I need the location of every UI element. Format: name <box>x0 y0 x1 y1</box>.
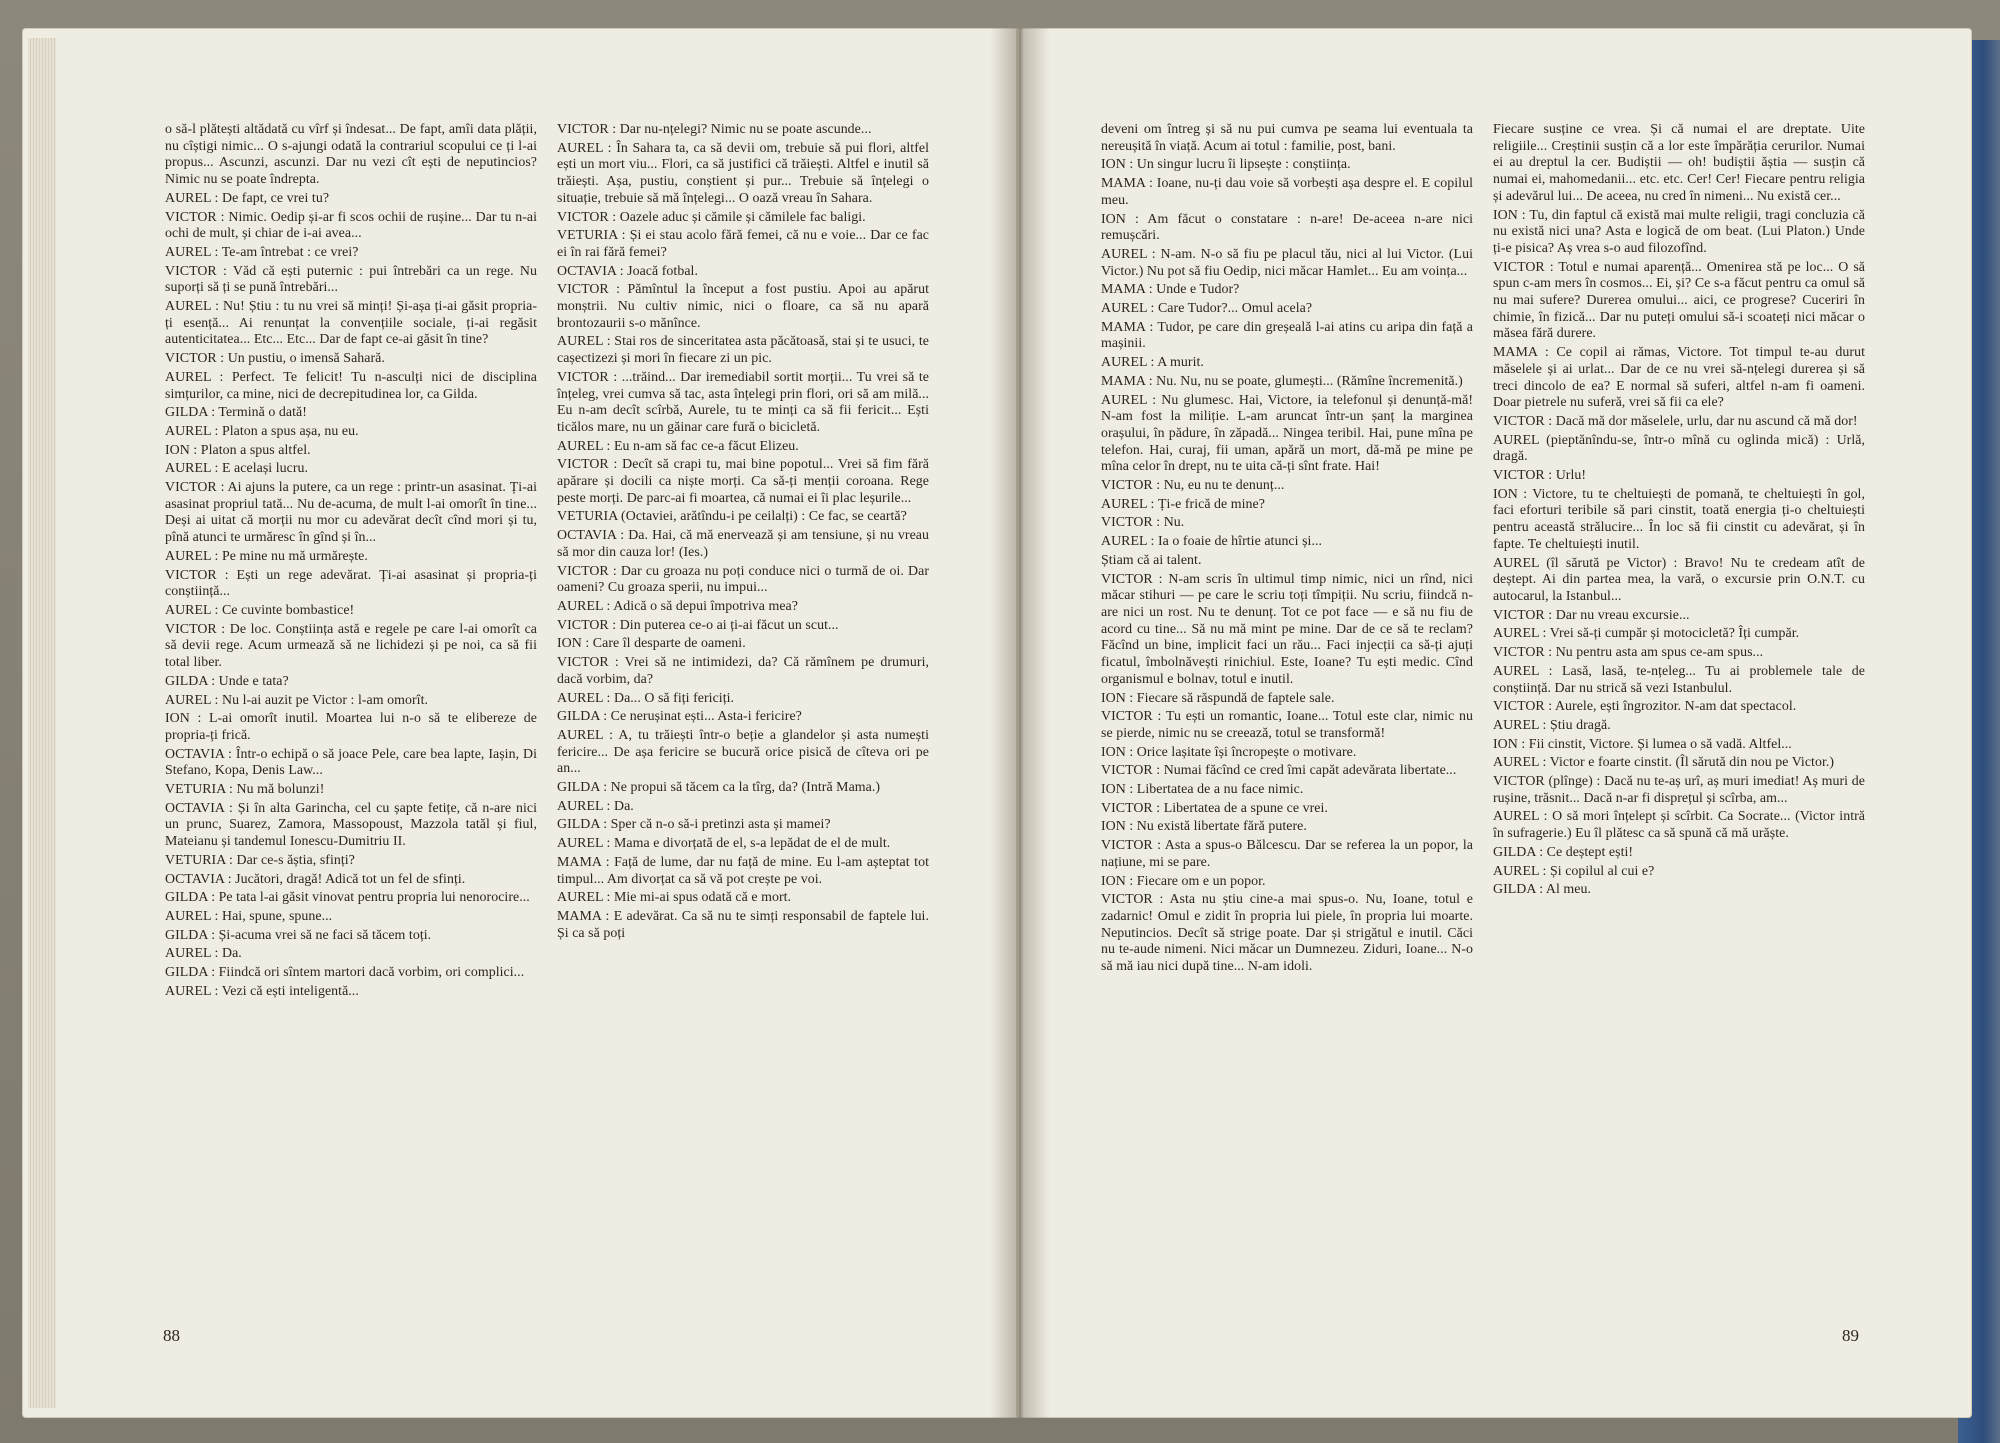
dialogue-paragraph: AUREL : Adică o să depui împotriva mea? <box>557 598 798 614</box>
dialogue-paragraph: VICTOR : Nu. <box>1101 515 1185 531</box>
dialogue-paragraph: MAMA : Ioane, nu-ți dau voie să vorbești așa despre el. E copilul meu. <box>1101 176 1473 208</box>
right-page-column-1 <box>1101 122 1473 978</box>
dialogue-paragraph: VICTOR : N-am scris în ultimul timp nimic, nici un rînd, nici măcar stihuri — pe care le scriu toți tîmpiții. Nu scriu, fiindcă n-are nici un rost. Nu te denunț. Tot ce pot face — e să nu fiu de acord cu tine... Să nu mă mint pe mine. Dar de ce să te reclam? Făcînd un bine, implicit faci un rău... Faci injecții ca să-ți ajuți ficatul, îmbolnăvești rinichiul. Este, Ioane? Tu ești medic. Cînd organismul e bolnav, totul e inutil. <box>1101 571 1473 687</box>
dialogue-paragraph: VETURIA : Și ei stau acolo fără femei, că nu e voie... Dar ce fac ei în rai fără femei? <box>557 228 929 260</box>
dialogue-paragraph: VICTOR : Numai făcînd ce cred îmi capăt adevărata libertate... <box>1101 763 1457 779</box>
dialogue-paragraph: AUREL : Știu dragă. <box>1493 717 1611 733</box>
dialogue-paragraph: MAMA : Față de lume, dar nu față de mine. Eu l-am așteptat tot timpul... Am divorțat ca să vă pot crește pe voi. <box>557 854 929 887</box>
dialogue-paragraph: GILDA : Unde e tata? <box>165 673 289 689</box>
dialogue-paragraph: VICTOR : Dar cu groaza nu poți conduce nici o turmă de oi. Dar oameni? Cu groaza sperii, nu impui... <box>557 563 929 596</box>
dialogue-paragraph: AUREL : Da. <box>165 946 242 962</box>
dialogue-paragraph: VICTOR : Asta a spus-o Bălcescu. Dar se referea la un popor, la națiune, mi se pare. <box>1101 838 1473 870</box>
dialogue-paragraph: AUREL : Da. <box>557 798 634 814</box>
dialogue-paragraph: VICTOR : Ai ajuns la putere, ca un rege : printr-un asasinat. Ți-ai asasinat propriul tată... Nu de-acuma, de mult l-ai omorît în tine... Deși ai uitat că morții nu mor cu adevărat decît cînd mori și tu, pînă atunci te urmăresc în gînd și în... <box>165 480 537 546</box>
dialogue-paragraph: OCTAVIA : Da. Hai, că mă enervează și am tensiune, și nu vreau să mor din cauza lor! (Ies.) <box>557 528 929 560</box>
dialogue-paragraph: Fiecare susține ce vrea. Și că numai el are dreptate. Uite religiile... Creștinii susțin că a lor este împărăția cerurilor. Numai ei au dreptul la cer. Budiștii — oh! budiștii ăștia — susțin că numai ei, mahomedanii... etc. etc. Cer! Cer! Fiecare pentru religia și adevărul lui... De aceea, nu cred în nimeni... Nu există cer... <box>1493 122 1865 204</box>
dialogue-paragraph: ION : Libertatea de a nu face nimic. <box>1101 782 1304 798</box>
dialogue-paragraph: MAMA : Unde e Tudor? <box>1101 282 1240 298</box>
dialogue-paragraph: MAMA : E adevărat. Ca să nu te simți responsabil de faptele lui. Și ca să poți <box>557 908 929 941</box>
dialogue-paragraph: AUREL : Ce cuvinte bombastice! <box>165 602 355 618</box>
dialogue-paragraph: VICTOR : Urlu! <box>1493 468 1587 484</box>
dialogue-paragraph: ION : Nu există libertate fără putere. <box>1101 819 1307 835</box>
dialogue-paragraph: VICTOR : Nu pentru asta am spus ce-am spus... <box>1493 645 1764 661</box>
dialogue-paragraph: AUREL : Vrei să-ți cumpăr și motocicletă? Îți cumpăr. <box>1493 626 1800 642</box>
dialogue-paragraph: AUREL : E același lucru. <box>165 461 309 477</box>
dialogue-paragraph: VICTOR : Tu ești un romantic, Ioane... Totul este clar, nimic nu se pierde, nimic nu se creează, totul se transformă! <box>1101 709 1473 741</box>
dialogue-paragraph: ION : Tu, din faptul că există mai multe religii, tragi concluzia că nu există nici una? Asta e logică de om beat. (Lui Platon.) Unde ți-e pisica? Aș vrea s-o aud filozofînd. <box>1493 207 1865 256</box>
dialogue-paragraph: AUREL : Și copilul al cui e? <box>1493 863 1655 879</box>
dialogue-paragraph: AUREL : Lasă, lasă, te-nțeleg... Tu ai problemele tale de conștiință. Dar nu strică să vezi Istanbulul. <box>1493 663 1865 696</box>
dialogue-paragraph: OCTAVIA : Într-o echipă o să joace Pele, care bea lapte, Iașin, Di Stefano, Kopa, Denis Law... <box>165 746 537 779</box>
dialogue-paragraph: AUREL : În Sahara ta, ca să devii om, trebuie să pui flori, altfel ești un mort viu... Flori, ca să justifici că trăiești. Altfel e inutil să trăiești. Așa, pustiu, conștient și pur... Trebuie să înțelegi o situație, trebuie să mă înțelegi... O oază vreau în Sahara. <box>557 140 929 206</box>
dialogue-paragraph: VICTOR : Pămîntul la început a fost pustiu. Apoi au apărut monștrii. Nu cultiv nimic, nici o floare, ca să nu apară brontozaurii s-o mănînce. <box>557 282 929 331</box>
dialogue-paragraph: AUREL : Ți-e frică de mine? <box>1101 496 1265 512</box>
dialogue-paragraph: ION : Un singur lucru îi lipsește : conștiința. <box>1101 157 1351 173</box>
dialogue-paragraph: ION : L-ai omorît inutil. Moartea lui n-o să te elibereze de propria-ți frică. <box>165 711 537 743</box>
dialogue-paragraph: ION : Fii cinstit, Victore. Și lumea o să vadă. Altfel... <box>1493 736 1792 752</box>
dialogue-paragraph: VICTOR : Totul e numai aparență... Omenirea stă pe loc... O să spun c-am mers în cosmos... Ei, și? Ce s-a făcut pentru ca omul să nu mai sufere? Durerea omului... aici, ce progrese? Cuceriri în chimie, în fizică... Dar nu puteți omului să-i scoateți nici măcar o măsea fără durere. <box>1493 259 1865 342</box>
dialogue-paragraph: VICTOR : Oazele aduc și cămile și cămilele fac baligi. <box>557 209 866 225</box>
dialogue-paragraph: AUREL : Pe mine nu mă urmărește. <box>165 548 368 564</box>
dialogue-paragraph: ION : Platon a spus altfel. <box>165 442 311 458</box>
page-number-right: 89 <box>1842 1326 1859 1345</box>
dialogue-paragraph: AUREL : Platon a spus așa, nu eu. <box>165 423 359 439</box>
dialogue-paragraph: GILDA : Al meu. <box>1493 882 1591 898</box>
dialogue-paragraph: OCTAVIA : Și în alta Garincha, cel cu șapte fetițe, că n-are nici un prunc, Suarez, Zamora, Massopoust, Mazzola tatăl și fiul, Mateianu și tandemul Ionescu-Dumitriu II. <box>165 800 537 850</box>
dialogue-paragraph: MAMA : Nu. Nu, nu se poate, glumești... (Rămîne încremenită.) <box>1101 373 1463 389</box>
dialogue-paragraph: VICTOR : Văd că ești puternic : pui întrebări ca un rege. Nu suporți să ți se pună întrebări... <box>165 263 537 296</box>
dialogue-paragraph: VICTOR : Libertatea de a spune ce vrei. <box>1101 800 1328 816</box>
dialogue-paragraph: GILDA : Și-acuma vrei să ne faci să tăcem toți. <box>165 927 432 943</box>
dialogue-paragraph: OCTAVIA : Joacă fotbal. <box>557 263 698 279</box>
dialogue-paragraph: VICTOR : Ești un rege adevărat. Ți-ai asasinat și propria-ți conștiință... <box>165 567 537 600</box>
dialogue-paragraph: VICTOR : Vrei să ne intimidezi, da? Că rămînem pe drumuri, dacă vorbim, da? <box>557 655 929 687</box>
dialogue-paragraph: VICTOR : Dacă mă dor măselele, urlu, dar nu ascund că mă dor! <box>1493 413 1858 429</box>
dialogue-paragraph: GILDA : Ce deștept ești! <box>1493 844 1634 860</box>
dialogue-paragraph: VICTOR : Dar nu vreau excursie... <box>1493 607 1690 623</box>
dialogue-paragraph: VICTOR : Un pustiu, o imensă Sahară. <box>165 351 385 367</box>
dialogue-paragraph: GILDA : Termină o dată! <box>165 405 307 421</box>
dialogue-paragraph: AUREL : Ia o foaie de hîrtie atunci și... <box>1101 534 1323 550</box>
dialogue-paragraph: VICTOR : Nu, eu nu te denunț... <box>1101 478 1285 494</box>
dialogue-paragraph: VICTOR : De loc. Conștiința astă e regele pe care l-ai omorît ca să devii rege. Acum urmează să ne lichidezi și pe noi, ca să fii total liber. <box>165 621 537 671</box>
dialogue-paragraph: o să-l plătești altădată cu vîrf și îndesat... De fapt, amîi data plății, nu cîștigi nimic... O s-ajungi odată la contrariul scopului ce ți l-ai propus... Ascunzi, ascunzi. Dar nu vezi cît ești de neputincios? Nimic nu se poate îndrepta. <box>165 122 537 188</box>
dialogue-paragraph: AUREL : Nu! Știu : tu nu vrei să minți! Și-așa ți-ai găsit propria-ți esență... Ai renunțat la convențiile sociale, ți-ai regăsit autenticitatea... Etc... Etc... Dar de fapt ce-ai găsit în tine? <box>165 299 537 348</box>
dialogue-paragraph: AUREL : Da... O să fiți fericiți. <box>557 690 735 706</box>
dialogue-paragraph: VICTOR : ...trăind... Dar iremediabil sortit morții... Tu vrei să te înțeleg, vrei cumva să tac, asta înțelegi prin flori, ori să am milă... Eu n-am decît scîrbă, Aurele, tu te minți ca să fii fericit... Ești ticălos mare, nu un găinar care fură o bicicletă. <box>557 369 929 435</box>
dialogue-paragraph: deveni om întreg și să nu pui cumva pe seama lui eventuala ta nereușită în viață. Acum ai totul : familie, post, bani. <box>1101 122 1473 154</box>
dialogue-paragraph: AUREL : Hai, spune, spune... <box>165 908 333 924</box>
dialogue-paragraph: AUREL : Vezi că ești inteligentă... <box>165 983 359 999</box>
dialogue-paragraph: AUREL : Care Tudor?... Omul acela? <box>1101 301 1313 317</box>
dialogue-paragraph: ION : Fiecare om e un popor. <box>1101 873 1266 889</box>
dialogue-paragraph: AUREL : Mama e divorțată de el, s-a lepădat de el de mult. <box>557 836 891 852</box>
dialogue-paragraph: AUREL (îl sărută pe Victor) : Bravo! Nu te credeam atît de deștept. Ai din partea mea, la vară, o excursie prin O.N.T. cu autocarul, la Istanbul... <box>1493 555 1865 604</box>
dialogue-paragraph: GILDA : Sper că n-o să-i pretinzi asta și mamei? <box>557 817 831 833</box>
dialogue-paragraph: VICTOR : Dar nu-nțelegi? Nimic nu se poate ascunde... <box>557 122 872 137</box>
page-number-left: 88 <box>163 1326 180 1345</box>
left-page-column-2 <box>557 122 929 944</box>
dialogue-paragraph: VETURIA (Octaviei, arătîndu-i pe ceilalți) : Ce fac, se ceartă? <box>557 509 907 525</box>
dialogue-paragraph: MAMA : Ce copil ai rămas, Victore. Tot timpul te-au durut măselele și ai urlat... Dar de ce nu vrei să-nțelegi durerea și să treci dincolo de ea? E normal să suferi, altfel n-am fi oameni. Doar pietrele nu suferă, vrei să fii ca ele? <box>1493 345 1865 411</box>
dialogue-paragraph: AUREL : De fapt, ce vrei tu? <box>165 190 330 206</box>
dialogue-paragraph: VETURIA : Dar ce-s ăștia, sfinți? <box>165 852 355 868</box>
dialogue-paragraph: AUREL : A, tu trăiești într-o beție a glandelor și asta numești fericire... De așa fericire se bucură orice pisică de cîteva ori pe an... <box>557 727 929 777</box>
dialogue-paragraph: VICTOR : Nimic. Oedip și-ar fi scos ochii de rușine... Dar tu n-ai ochi de mult, și chiar de i-ai avea... <box>165 209 537 242</box>
dialogue-paragraph: VICTOR : Aurele, ești îngrozitor. N-am dat spectacol. <box>1493 699 1797 715</box>
dialogue-paragraph: VICTOR : Asta nu știu cine-a mai spus-o. Nu, Ioane, totul e zadarnic! Omul e zidit în propria lui piele, în propria lui moarte. Neputincios. Decît să strige poate. Dar și strigătul e inutil. Căci nu te-aude nimeni. Nici măcar un Dumnezeu. Ziduri, Ioane... N-o să mă iau nici după tine... N-am idoli. <box>1101 892 1473 975</box>
dialogue-paragraph: GILDA : Fiindcă ori sîntem martori dacă vorbim, ori complici... <box>165 965 525 981</box>
dialogue-paragraph: ION : Am făcut o constatare : n-are! De-aceea n-are nici remușcări. <box>1101 211 1473 244</box>
dialogue-paragraph: AUREL : Te-am întrebat : ce vrei? <box>165 244 359 260</box>
dialogue-paragraph: ION : Fiecare să răspundă de faptele sale. <box>1101 690 1335 706</box>
dialogue-paragraph: ION : Orice lașitate își încropește o motivare. <box>1101 744 1357 760</box>
dialogue-paragraph: AUREL : Victor e foarte cinstit. (Îl sărută din nou pe Victor.) <box>1493 755 1835 771</box>
dialogue-paragraph: AUREL : Nu glumesc. Hai, Victore, ia telefonul și denunță-mă! N-am fost la miliție. L-am aruncat într-un șanț la marginea orașului, în pădure, în zăpadă... Ningea teribil. Hai, pune mîna pe telefon. Hai, curaj, fii uman, apără un mort, dă-mă pe mine pe mîna celor în drept, nu te uita că-ți sînt frate. Hai! <box>1101 392 1473 475</box>
dialogue-paragraph: GILDA : Pe tata l-ai găsit vinovat pentru propria lui nenorocire... <box>165 890 530 906</box>
dialogue-paragraph: VICTOR : Din puterea ce-o ai ți-ai făcut un scut... <box>557 617 839 633</box>
dialogue-paragraph: VETURIA : Nu mă bolunzi! <box>165 782 325 798</box>
dialogue-paragraph: AUREL : Mie mi-ai spus odată că e mort. <box>557 890 792 906</box>
right-page-column-2 <box>1493 122 1865 901</box>
dialogue-paragraph: GILDA : Ne propui să tăcem ca la tîrg, da? (Intră Mama.) <box>557 780 881 796</box>
dialogue-paragraph: VICTOR (plînge) : Dacă nu te-aș urî, aș muri imediat! Aș muri de rușine, trăsnit... Dacă n-ar fi disprețul și scîrba, am... <box>1493 774 1865 806</box>
dialogue-paragraph: MAMA : Tudor, pe care din greșeală l-ai atins cu aripa din față a mașinii. <box>1101 319 1473 352</box>
dialogue-paragraph: VICTOR : Decît să crapi tu, mai bine popotul... Vrei să fim fără apărare și docili ca niște morți. Ca să-ți menții coroana. Rege peste morți. De parc-ai fi moartea, că numai ei îi plac leșurile... <box>557 457 929 506</box>
dialogue-paragraph: AUREL : N-am. N-o să fiu pe placul tău, nici al lui Victor. (Lui Victor.) Nu pot să fiu Oedip, nici măcar Hamlet... Eu am voința... <box>1101 246 1473 279</box>
dialogue-paragraph: Știam că ai talent. <box>1101 552 1202 568</box>
dialogue-paragraph: AUREL (pieptănîndu-se, într-o mînă cu oglinda mică) : Urlă, dragă. <box>1493 432 1865 465</box>
dialogue-paragraph: AUREL : Stai ros de sinceritatea asta păcătoasă, stai și te usuci, te cașectizezi și mori în fiecare zi un pic. <box>557 334 929 367</box>
dialogue-paragraph: AUREL : Eu n-am să fac ce-a făcut Elizeu. <box>557 438 799 454</box>
dialogue-paragraph: AUREL : Perfect. Te felicit! Tu n-asculți nici de disciplina simțurilor, ca mine, nici de decrepitudinea lor, ca Gilda. <box>165 369 537 402</box>
dialogue-paragraph: ION : Victore, tu te cheltuiești de pomană, te cheltuiești în gol, faci eforturi teribile să pari cinstit, toată energia ți-o cheltuiești pentru această strălucire... În loc să fii cinstit cu adevărat, și în fapte. Te cheltuiești inutil. <box>1493 486 1865 552</box>
dialogue-paragraph: AUREL : Nu l-ai auzit pe Victor : l-am omorît. <box>165 692 429 708</box>
dialogue-paragraph: GILDA : Ce nerușinat ești... Asta-i fericire? <box>557 709 802 725</box>
dialogue-paragraph: AUREL : A murit. <box>1101 355 1204 371</box>
dialogue-paragraph: AUREL : O să mori înțelept și scîrbit. Ca Socrate... (Victor intră în sufragerie.) Eu îl plătesc ca să spună că mă urăște. <box>1493 809 1865 842</box>
dialogue-paragraph: ION : Care îl desparte de oameni. <box>557 636 746 652</box>
left-page-column-1 <box>165 122 537 1002</box>
dialogue-paragraph: OCTAVIA : Jucători, dragă! Adică tot un fel de sfinți. <box>165 871 466 887</box>
